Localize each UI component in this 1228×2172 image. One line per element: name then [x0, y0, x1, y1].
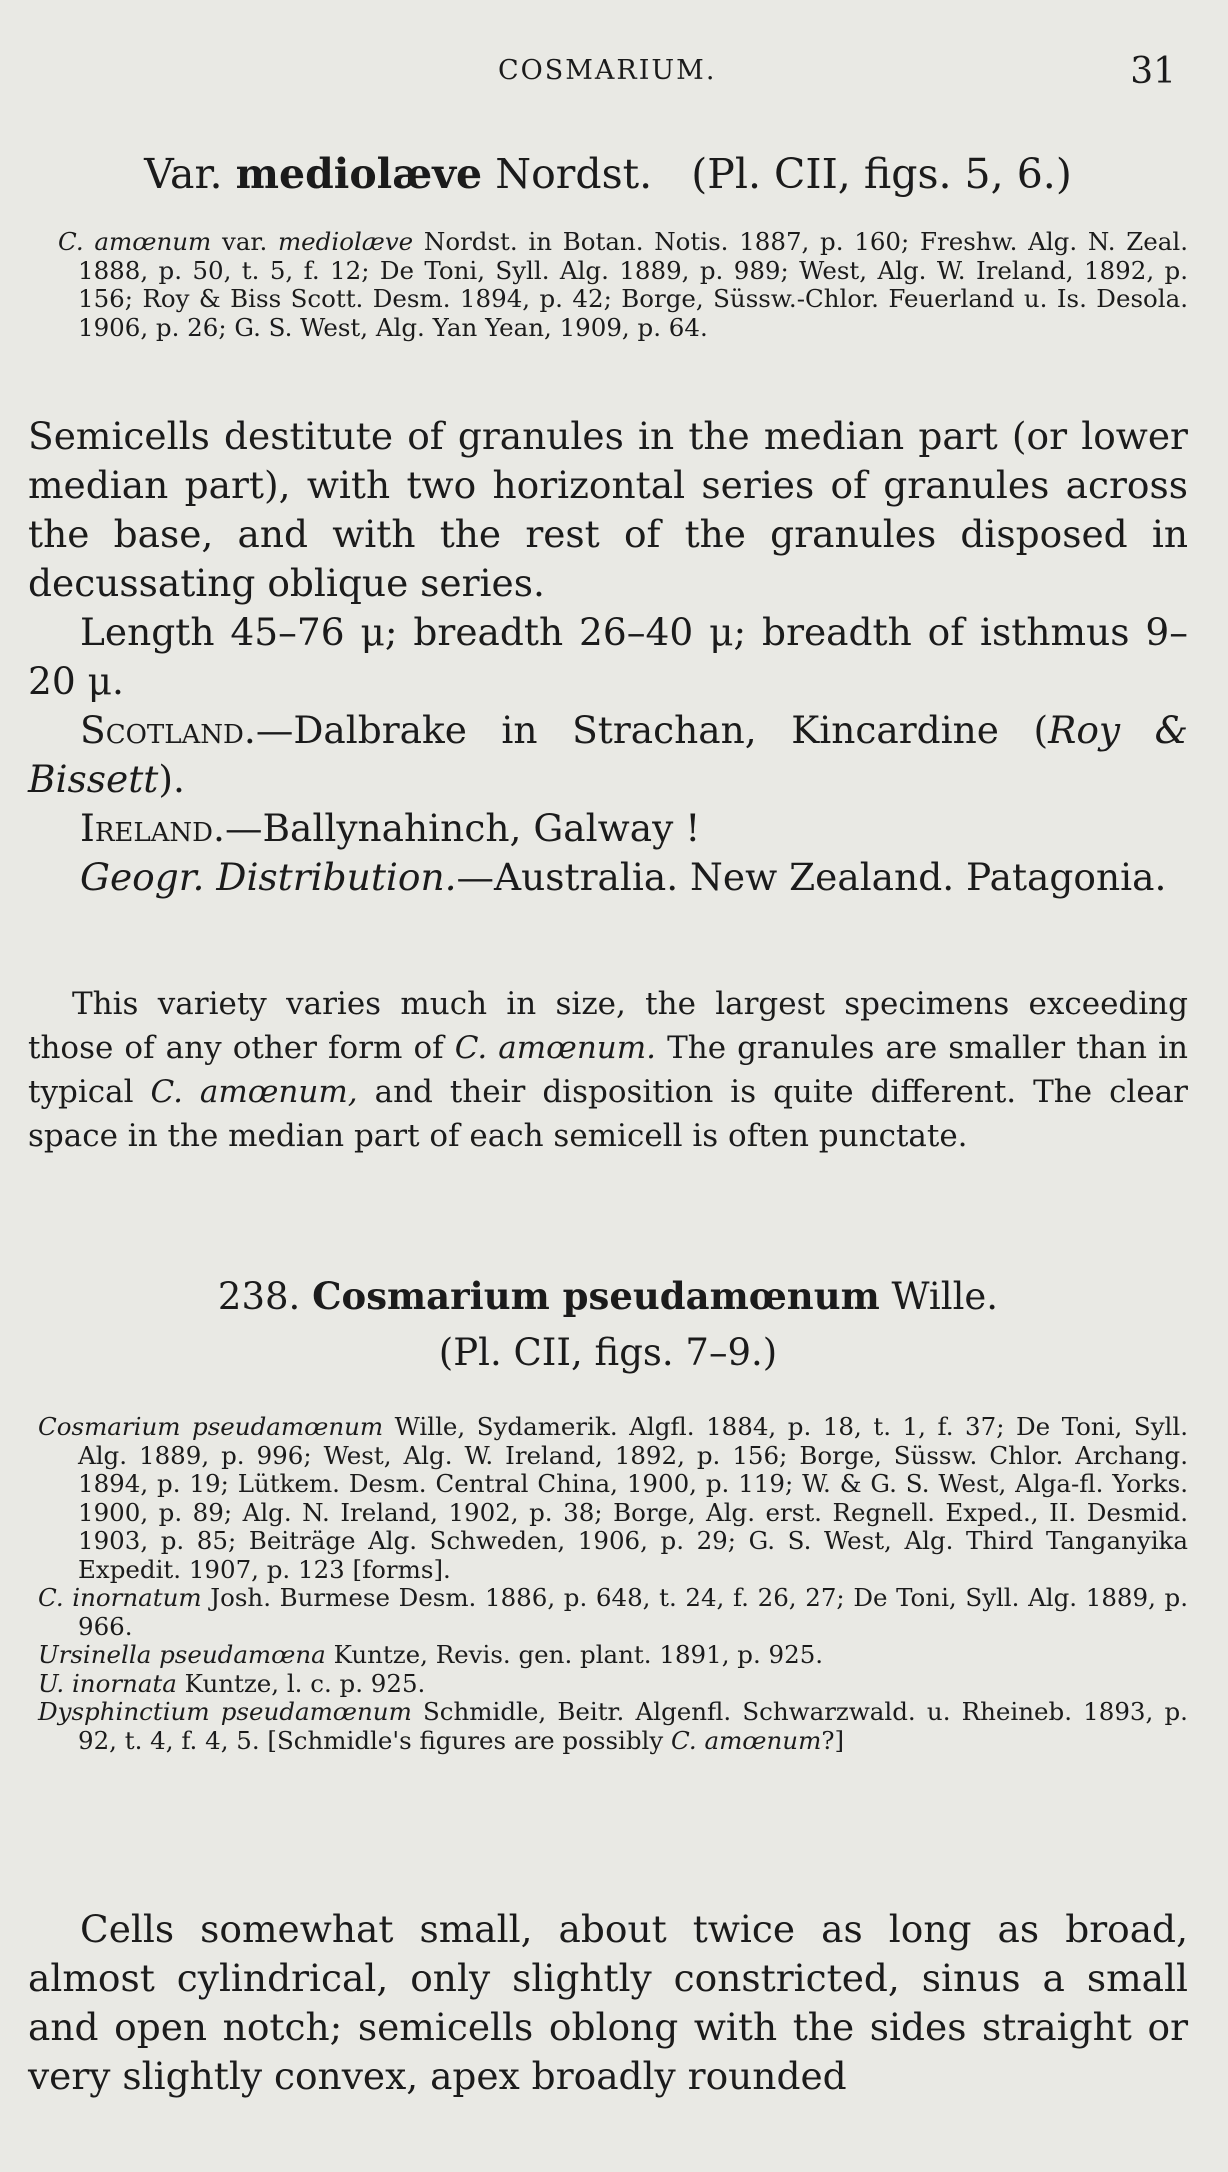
- synonym-taxon: C. amœnum: [58, 227, 212, 256]
- note-part-2: The granules are smaller than in typical: [28, 1030, 1188, 1110]
- species-description-paragraph: Cells somewhat small, about twice as long as broad, almost cylindrical, only slightly constricted, sinus a small and open notch; semicells oblong with the sides straight or very slightly convex, apex broadly rounded: [28, 1907, 1188, 2098]
- ireland-label: Ireland.: [80, 806, 225, 850]
- synonym-references: Josh. Burmese Desm. 1886, p. 648, t. 24, f. 26, 27; De Toni, Syll. Alg. 1889, p. 966.: [78, 1583, 1188, 1641]
- note-part-3: and their disposition is quite different. The clear space in the median part of each semicell is often punctate.: [28, 1074, 1188, 1154]
- semicells-paragraph: Semicells destitute of granules in the median part (or lower median part), with two horizontal series of granules across the base, and with the rest of the granules disposed in decussating oblique series.: [28, 414, 1188, 605]
- variety-description: [28, 412, 1188, 902]
- species-author: Wille.: [879, 1275, 999, 1318]
- note-taxon-2: C. amœnum,: [150, 1074, 358, 1110]
- synonym-var-word: var.: [211, 227, 278, 256]
- scotland-collectors: Roy & Bissett: [28, 708, 1188, 801]
- scotland-label: Scotland.: [80, 708, 256, 752]
- variety-note-paragraph: [28, 982, 1188, 1158]
- species-plate-reference: (Pl. CII, figs. 7–9.): [438, 1331, 778, 1374]
- synonym-taxon: Dysphinctium pseudamœnum: [38, 1697, 412, 1726]
- distribution-label: Geogr. Distribution.: [80, 855, 457, 899]
- synonym-references: Nordst. in Botan. Notis. 1887, p. 160; Freshw. Alg. N. Zeal. 1888, p. 50, t. 5, f. 12; De Toni, Syll. Alg. 1889, p. 989; West, Alg. W. Ireland, 1892, p. 156; Roy & Biss Scott. Desm. 1894, p. 42; Borge, Süssw.-Chlor. Feuerland u. Is. Desola. 1906, p. 26; G. S. West, Alg. Yan Yean, 1909, p. 64.: [78, 227, 1188, 342]
- synonym-references: Kuntze, Revis. gen. plant. 1891, p. 925.: [325, 1640, 824, 1669]
- variety-heading: [28, 150, 1188, 198]
- synonym-tail: ?]: [821, 1725, 845, 1755]
- dimensions-paragraph: Length 45–76 μ; breadth 26–40 μ; breadth of isthmus 9–20 μ.: [28, 610, 1188, 703]
- note-part-1: This variety varies much in size, the largest specimens exceeding those of any other form of: [28, 986, 1188, 1066]
- variety-prefix: Var.: [144, 150, 236, 198]
- page-number: 31: [1130, 51, 1176, 92]
- scotland-end: ).: [158, 757, 185, 801]
- synonym-var-name: mediolæve: [277, 227, 414, 256]
- ireland-locality: [28, 804, 1188, 853]
- ireland-text: —Ballynahinch, Galway !: [224, 806, 701, 850]
- page-header: [28, 51, 1188, 105]
- variety-synonymy: [28, 228, 1188, 342]
- species-name: Cosmarium pseudamœnum: [312, 1274, 880, 1318]
- synonym-taxon: Cosmarium pseudamœnum: [38, 1412, 384, 1441]
- synonym-entry: [38, 1697, 1188, 1755]
- note-taxon-1: C. amœnum.: [454, 1030, 657, 1066]
- synonym-taxon: Ursinella pseudamœna: [38, 1640, 326, 1669]
- synonym-entry: [38, 1640, 1188, 1670]
- synonym-references: Kuntze, l. c. p. 925.: [176, 1668, 426, 1698]
- variety-author: Nordst.: [482, 150, 653, 198]
- synonym-references: Wille, Sydamerik. Algfl. 1884, p. 18, t. 1, f. 37; De Toni, Syll. Alg. 1889, p. 996; West, Alg. W. Ireland, 1892, p. 156; Borge, Süssw. Chlor. Archang. 1894, p. 19; Lütkem. Desm. Central China, 1900, p. 119; W. & G. S. West, Alga-fl. Yorks. 1900, p. 89; Alg. N. Ireland, 1902, p. 38; Borge, Alg. erst. Regnell. Exped., II. Desmid. 1903, p. 85; Beiträge Alg. Schweden, 1906, p. 29; G. S. West, Alg. Third Tanganyika Expedit. 1907, p. 123 [forms].: [78, 1412, 1188, 1584]
- species-heading: [28, 1268, 1188, 1381]
- distribution-text: —Australia. New Zealand. Patagonia.: [456, 855, 1167, 899]
- synonym-entry: [38, 1412, 1188, 1584]
- synonym-taxon: U. inornata: [38, 1668, 177, 1698]
- synonym-references: Schmidle, Beitr. Algenfl. Schwarzwald. u. Rheineb. 1893, p. 92, t. 4, f. 4, 5. [Schmidle's figures are possibly: [78, 1697, 1188, 1755]
- variety-plate-reference: (Pl. CII, figs. 5, 6.): [691, 150, 1072, 198]
- species-number: 238.: [217, 1275, 301, 1318]
- synonym-entry: [38, 1668, 1188, 1699]
- distribution-paragraph: [28, 853, 1188, 902]
- scotland-text: —Dalbrake in Strachan, Kincardine (: [255, 708, 1049, 752]
- species-synonymy: [28, 1413, 1188, 1755]
- variety-note: [28, 982, 1188, 1158]
- synonym-tail-taxon: C. amœnum: [671, 1725, 822, 1755]
- species-description: [28, 1905, 1188, 2101]
- synonym-entry: [38, 1583, 1188, 1641]
- species-title: [28, 1268, 1188, 1325]
- scotland-locality: [28, 706, 1188, 804]
- running-head: COSMARIUM.: [498, 55, 717, 86]
- synonym-taxon: C. inornatum: [38, 1583, 202, 1612]
- variety-name: mediolæve: [235, 150, 483, 198]
